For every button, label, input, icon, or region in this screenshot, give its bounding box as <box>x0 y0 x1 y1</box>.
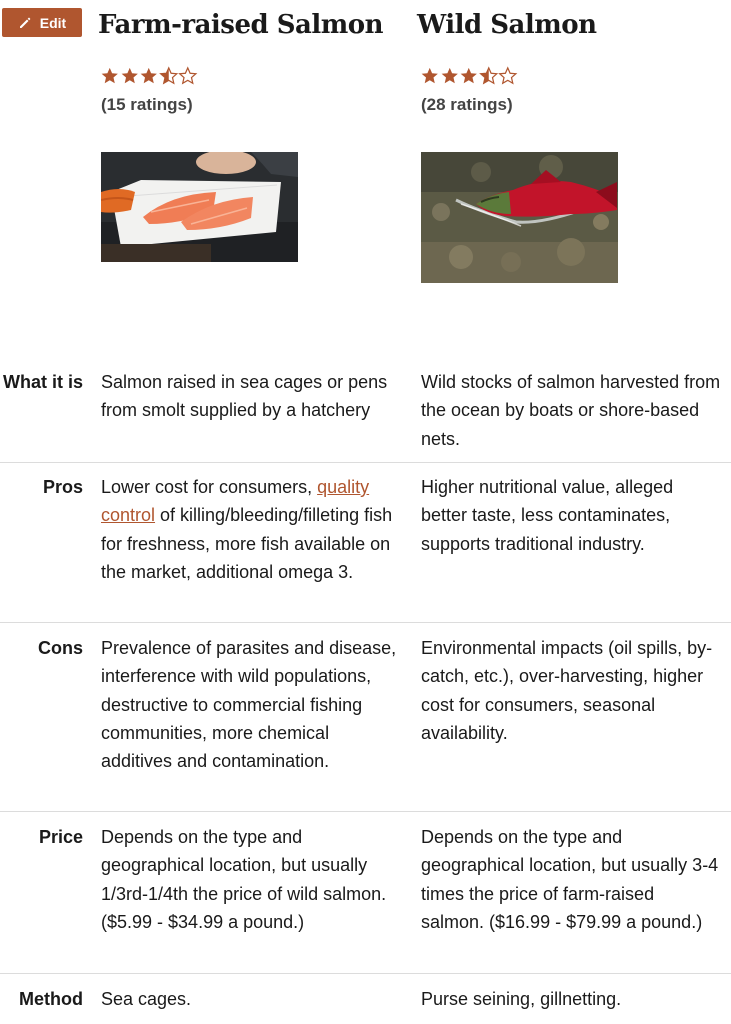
farm-star-rating[interactable] <box>100 66 198 86</box>
row-label-cons: Cons <box>38 638 83 658</box>
star-full-icon <box>459 66 479 86</box>
star-full-icon <box>100 66 120 86</box>
farm-cons: Prevalence of parasites and disease, interference with wild populations, destructive to commercial fishing communities, more chemical additives and contamination. <box>101 638 397 772</box>
wild-price: Depends on the type and geographical location, but usually 3-4 times the price of farm-raised salmon. ($16.99 - $79.99 a pound.) <box>421 827 719 932</box>
edit-label: Edit <box>39 14 67 31</box>
star-full-icon <box>139 66 159 86</box>
row-cons <box>0 622 731 811</box>
farm-pros: Lower cost for consumers, quality control of killing/bleeding/filleting fish for freshness, more fish available on the market, additional omega 3. <box>101 477 393 582</box>
wild-pros: Higher nutritional value, alleged better taste, less contaminates, supports traditional industry. <box>421 477 674 554</box>
quality-control-link[interactable]: quality control <box>101 477 370 526</box>
wild-what-it-is: Wild stocks of salmon harvested from the ocean by boats or shore-based nets. <box>421 372 721 449</box>
farm-ratings-count[interactable]: (15 ratings) <box>101 95 193 114</box>
farm-salmon-photo <box>101 152 298 262</box>
wild-cons: Environmental impacts (oil spills, by-catch, etc.), over-harvesting, higher cost for consumers, seasonal availability. <box>421 638 713 743</box>
star-half-icon <box>479 66 499 86</box>
farm-salmon-title: Farm-raised Salmon <box>98 10 383 40</box>
row-price <box>0 811 731 973</box>
wild-method: Purse seining, gillnetting. <box>421 989 622 1009</box>
wild-salmon-title: Wild Salmon <box>417 10 597 40</box>
edit-button[interactable] <box>2 8 82 37</box>
row-label-method: Method <box>19 989 83 1009</box>
row-method <box>0 973 731 1024</box>
row-label-what-it-is: What it is <box>3 372 83 392</box>
row-pros <box>0 462 731 622</box>
star-full-icon <box>120 66 140 86</box>
wild-star-rating[interactable] <box>420 66 518 86</box>
row-what-it-is <box>0 368 731 462</box>
farm-what-it-is: Salmon raised in sea cages or pens from smolt supplied by a hatchery <box>101 372 388 421</box>
star-full-icon <box>440 66 460 86</box>
star-empty-icon <box>498 66 518 86</box>
star-empty-icon <box>178 66 198 86</box>
row-label-price: Price <box>38 827 83 847</box>
wild-ratings-count[interactable]: (28 ratings) <box>421 95 513 114</box>
farm-method: Sea cages. <box>101 989 192 1009</box>
star-full-icon <box>420 66 440 86</box>
pencil-icon <box>18 16 32 30</box>
star-half-icon <box>159 66 179 86</box>
farm-price: Depends on the type and geographical location, but usually 1/3rd-1/4th the price of wild salmon. ($5.99 - $34.99 a pound.) <box>101 827 387 932</box>
row-label-pros: Pros <box>42 477 83 497</box>
wild-salmon-photo <box>421 152 618 283</box>
